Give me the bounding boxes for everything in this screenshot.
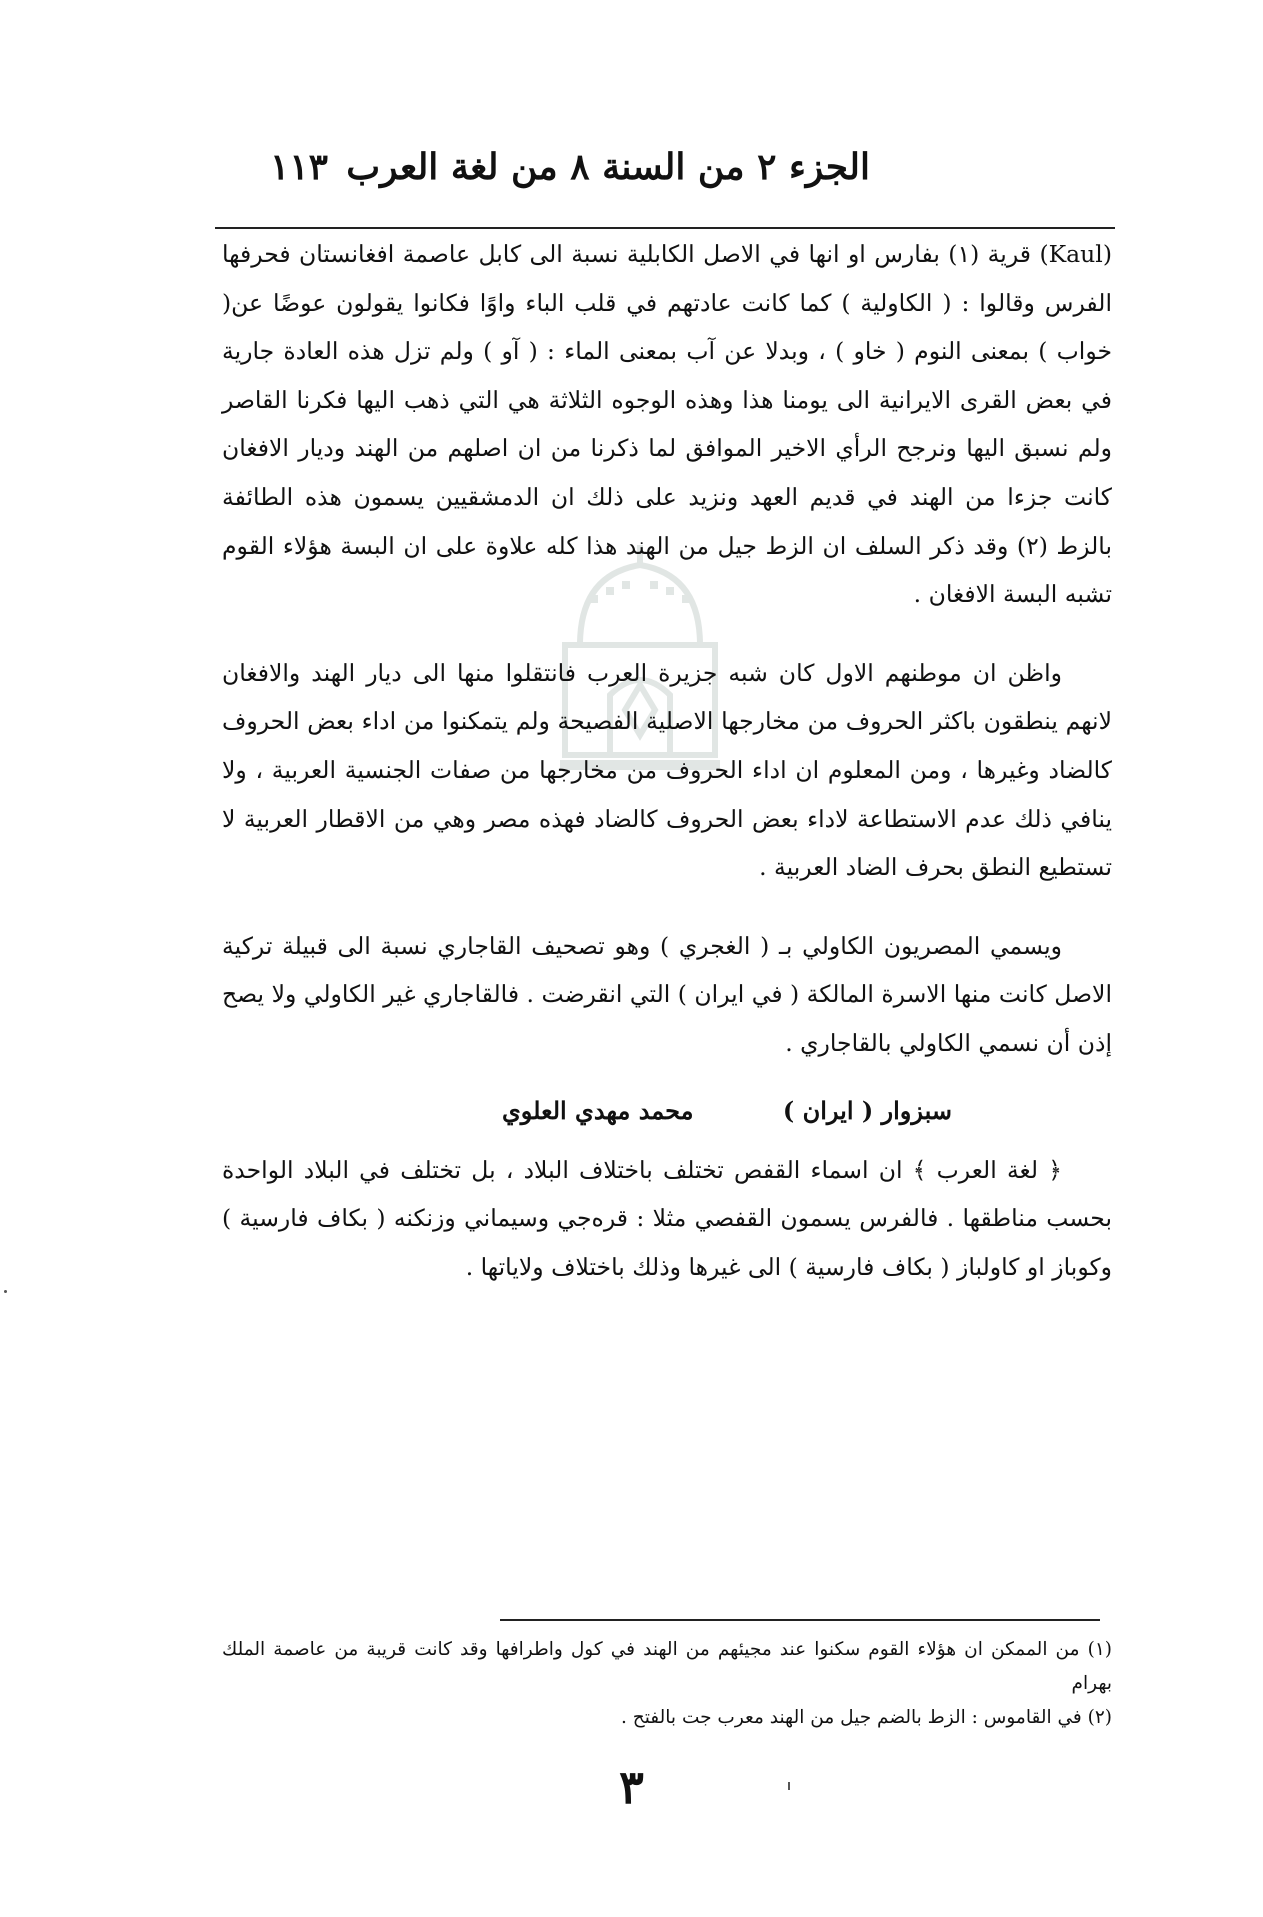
header-page-number: ١١٣ xyxy=(270,146,329,188)
signature-place: سبزوار ( ايران ) xyxy=(782,1096,952,1126)
page-header xyxy=(270,135,870,199)
paragraph-3: ويسمي المصريون الكاولي بـ ( الغجري ) وهو تصحيف القاجاري نسبة الى قبيلة تركية الاصل كانت منها الاسرة المالكة ( في ايران ) التي انقرضت . فالقاجاري غير الكاولي ولا يصح إذن أن نسمي الكاولي بالقاجاري . xyxy=(222,931,1112,1057)
scan-speck xyxy=(788,1782,790,1790)
paragraph-2: واظن ان موطنهم الاول كان شبه جزيرة العرب فانتقلوا منها الى ديار الهند والافغان لانهم ينطقون باكثر الحروف من مخارجها الاصلية الفصيحة ولم يتمكنوا من اداء بعض الحروف كالضاد وغيرها ، ومن المعلوم ان اداء الحروف من مخارجها من صفات الجنسية العربية ، ولا ينافي ذلك عدم الاستطاعة لاداء بعض الحروف كالضاد فهذه مصر وهي من الاقطار العربية لا تستطيع النطق بحرف الضاد العربية . xyxy=(222,658,1112,882)
header-rule xyxy=(215,227,1115,229)
footnotes xyxy=(222,1633,1112,1735)
page-number: ٣ xyxy=(619,1760,644,1814)
running-title: الجزء ٢ من السنة ٨ من لغة العرب xyxy=(346,146,870,188)
footnote-1: (١) من الممكن ان هؤلاء القوم سكنوا عند مجيئهم من الهند في كول واطرافها وقد كانت قريبة من عاصمة الملك بهرام xyxy=(222,1639,1112,1694)
signature-row xyxy=(222,1088,1112,1136)
footnote-2: (٢) في القاموس : الزط بالضم جيل من الهند معرب جت بالفتح . xyxy=(621,1707,1112,1728)
footnote-rule xyxy=(500,1619,1100,1621)
paragraph-1: (Kaul) قرية (١) بفارس او انها في الاصل الكابلية نسبة الى كابل عاصمة افغانستان فحرفها الفرس وقالوا : ( الكاولية ) كما كانت عادتهم في قلب الباء واوًا فكانوا يقولون عوضًا عن( خواب ) بمعنى النوم ( خاو ) ، وبدلا عن آب بمعنى الماء : ( آو ) ولم تزل هذه العادة جارية في بعض القرى الايرانية الى يومنا هذا وهذه الوجوه الثلاثة هي التي ذهب اليها فكرنا القاصر ولم نسبق اليها ونرجح الرأي الاخير الموافق لما ذكرنا من ان اصلهم من الهند وديار الافغان كانت جزءا من الهند في قديم العهد ونزيد على ذلك ان الدمشقيين يسمون هذه الطائفة بالزط (٢) وقد ذكر السلف ان الزط جيل من الهند هذا كله علاوة على ان البسة هؤلاء القوم تشبه البسة الافغان . xyxy=(222,240,1112,609)
signature-author: محمد مهدي العلوي xyxy=(502,1096,694,1126)
editor-note: ﴿ لغة العرب ﴾ ان اسماء القفص تختلف باختلاف البلاد ، بل تختلف في البلاد الواحدة بحسب مناطقها . فالفرس يسمون القفصي مثلا : قره‌جي وسيماني وزنكنه ( بكاف فارسية ) وكوباز او كاولباز ( بكاف فارسية ) الى غيرها وذلك باختلاف ولاياتها . xyxy=(222,1155,1112,1281)
scan-speck xyxy=(4,1290,7,1293)
article-body xyxy=(222,230,1112,1291)
